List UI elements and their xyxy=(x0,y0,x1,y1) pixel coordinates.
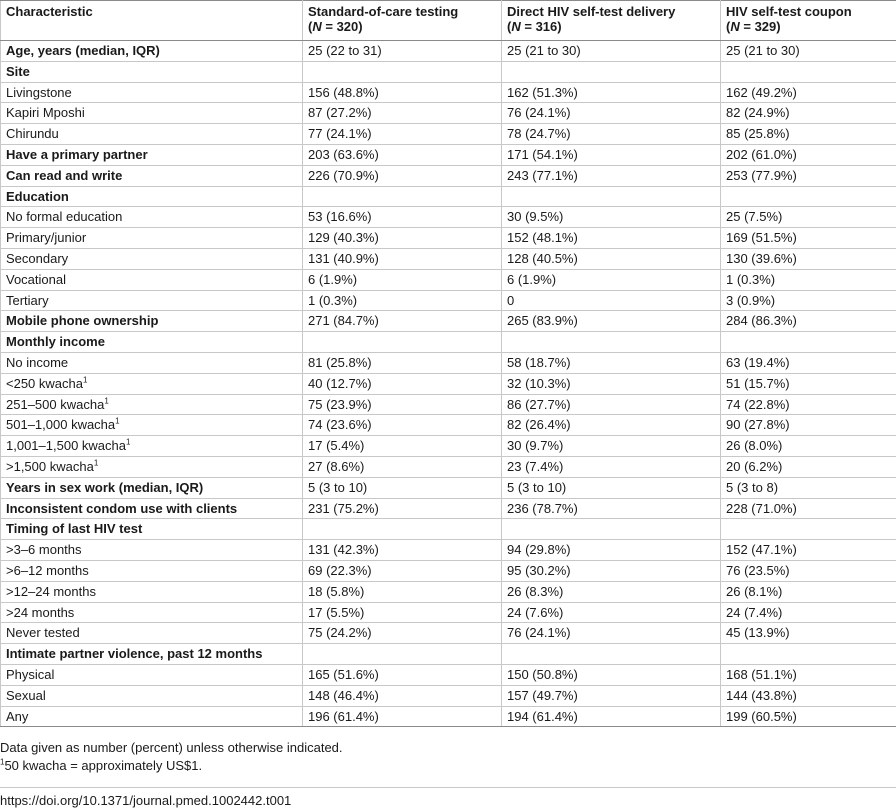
table-body xyxy=(1,41,896,727)
table-cell: 63 (19.4%) xyxy=(721,352,896,373)
row-label xyxy=(1,664,303,685)
table-cell: 196 (61.4%) xyxy=(303,706,502,727)
footnote-note: Data given as number (percent) unless otherwise indicated. xyxy=(0,739,896,757)
column-header-label: Standard-of-care testing xyxy=(308,4,458,19)
row-label xyxy=(1,373,303,394)
table-cell: 128 (40.5%) xyxy=(502,248,721,269)
table-cell: 243 (77.1%) xyxy=(502,165,721,186)
table-row xyxy=(1,664,896,685)
row-label xyxy=(1,644,303,665)
table-cell: 18 (5.8%) xyxy=(303,581,502,602)
row-label xyxy=(1,540,303,561)
table-cell: 226 (70.9%) xyxy=(303,165,502,186)
table-section-row xyxy=(1,477,896,498)
row-label xyxy=(1,144,303,165)
table-cell: 199 (60.5%) xyxy=(721,706,896,727)
footnote-ref: 1 xyxy=(126,438,130,447)
table-cell: 6 (1.9%) xyxy=(502,269,721,290)
table-row xyxy=(1,207,896,228)
table-cell: 284 (86.3%) xyxy=(721,311,896,332)
row-label xyxy=(1,581,303,602)
table-row xyxy=(1,540,896,561)
column-header-n: (N = 329) xyxy=(726,19,891,34)
table-cell: 85 (25.8%) xyxy=(721,124,896,145)
column-header-n: (N = 316) xyxy=(507,19,715,34)
table-cell: 58 (18.7%) xyxy=(502,352,721,373)
table-cell: 95 (30.2%) xyxy=(502,560,721,581)
table-cell: 152 (47.1%) xyxy=(721,540,896,561)
column-header-1 xyxy=(303,1,502,41)
table-row xyxy=(1,103,896,124)
table-cell xyxy=(303,519,502,540)
table-row xyxy=(1,373,896,394)
table-cell: 26 (8.3%) xyxy=(502,581,721,602)
row-label-text: Education xyxy=(6,189,69,204)
row-label xyxy=(1,560,303,581)
row-label-text: >12–24 months xyxy=(6,584,96,599)
doi-section xyxy=(0,787,896,808)
table-cell: 87 (27.2%) xyxy=(303,103,502,124)
row-label xyxy=(1,706,303,727)
table-cell: 76 (24.1%) xyxy=(502,623,721,644)
table-cell: 25 (21 to 30) xyxy=(502,41,721,62)
table-section-row xyxy=(1,144,896,165)
row-label-text: No income xyxy=(6,355,68,370)
table-cell: 82 (26.4%) xyxy=(502,415,721,436)
table-row xyxy=(1,706,896,727)
column-header-label: HIV self-test coupon xyxy=(726,4,852,19)
table-cell: 231 (75.2%) xyxy=(303,498,502,519)
row-label xyxy=(1,290,303,311)
table-cell: 20 (6.2%) xyxy=(721,456,896,477)
table-footnotes xyxy=(0,727,896,775)
row-label xyxy=(1,61,303,82)
table-cell: 25 (22 to 31) xyxy=(303,41,502,62)
column-header-2 xyxy=(502,1,721,41)
table-row xyxy=(1,415,896,436)
table-section-row xyxy=(1,165,896,186)
row-label-text: >24 months xyxy=(6,605,74,620)
table-cell: 162 (49.2%) xyxy=(721,82,896,103)
table-cell xyxy=(721,332,896,353)
table-cell: 25 (21 to 30) xyxy=(721,41,896,62)
table-cell: 131 (42.3%) xyxy=(303,540,502,561)
table-row xyxy=(1,560,896,581)
table-cell xyxy=(721,186,896,207)
row-label-text: Intimate partner violence, past 12 months xyxy=(6,646,262,661)
row-label xyxy=(1,165,303,186)
footnote-1 xyxy=(0,757,896,775)
row-label-text: Mobile phone ownership xyxy=(6,313,158,328)
row-label xyxy=(1,498,303,519)
row-label xyxy=(1,103,303,124)
table-cell: 1 (0.3%) xyxy=(303,290,502,311)
table-cell: 148 (46.4%) xyxy=(303,685,502,706)
table-cell: 5 (3 to 10) xyxy=(303,477,502,498)
table-section-row xyxy=(1,61,896,82)
table-row xyxy=(1,124,896,145)
table-cell xyxy=(721,644,896,665)
table-cell: 74 (22.8%) xyxy=(721,394,896,415)
column-header-n: (N = 320) xyxy=(308,19,496,34)
row-label xyxy=(1,477,303,498)
table-cell: 3 (0.9%) xyxy=(721,290,896,311)
table-section-row xyxy=(1,644,896,665)
table-section-row xyxy=(1,311,896,332)
table-cell: 45 (13.9%) xyxy=(721,623,896,644)
column-header-n-value: = 320) xyxy=(325,19,362,34)
table-cell: 26 (8.0%) xyxy=(721,436,896,457)
row-label-text: 501–1,000 kwacha xyxy=(6,417,115,432)
column-header-0 xyxy=(1,1,303,41)
table-cell: 129 (40.3%) xyxy=(303,228,502,249)
footnote-1-text: 50 kwacha = approximately US$1. xyxy=(4,758,202,773)
row-label-text: 1,001–1,500 kwacha xyxy=(6,438,126,453)
table-cell xyxy=(502,61,721,82)
row-label xyxy=(1,207,303,228)
table-cell: 165 (51.6%) xyxy=(303,664,502,685)
table-cell: 152 (48.1%) xyxy=(502,228,721,249)
row-label-text: >6–12 months xyxy=(6,563,89,578)
row-label xyxy=(1,394,303,415)
table-cell: 94 (29.8%) xyxy=(502,540,721,561)
table-cell: 76 (24.1%) xyxy=(502,103,721,124)
table-cell: 82 (24.9%) xyxy=(721,103,896,124)
table-section-row xyxy=(1,186,896,207)
table-cell: 162 (51.3%) xyxy=(502,82,721,103)
row-label-text: Years in sex work (median, IQR) xyxy=(6,480,203,495)
row-label-text: Monthly income xyxy=(6,334,105,349)
table-cell xyxy=(502,186,721,207)
row-label xyxy=(1,228,303,249)
table-cell: 27 (8.6%) xyxy=(303,456,502,477)
table-cell: 5 (3 to 8) xyxy=(721,477,896,498)
row-label-text: Livingstone xyxy=(6,85,72,100)
table-cell: 23 (7.4%) xyxy=(502,456,721,477)
table-cell: 130 (39.6%) xyxy=(721,248,896,269)
table-cell: 25 (7.5%) xyxy=(721,207,896,228)
table-row xyxy=(1,436,896,457)
table-cell: 1 (0.3%) xyxy=(721,269,896,290)
table-cell: 32 (10.3%) xyxy=(502,373,721,394)
row-label-text: Sexual xyxy=(6,688,46,703)
table-cell xyxy=(502,519,721,540)
table-cell: 24 (7.4%) xyxy=(721,602,896,623)
table-cell: 171 (54.1%) xyxy=(502,144,721,165)
row-label xyxy=(1,332,303,353)
table-cell: 81 (25.8%) xyxy=(303,352,502,373)
row-label-text: Chirundu xyxy=(6,126,59,141)
table-cell: 51 (15.7%) xyxy=(721,373,896,394)
table-cell: 77 (24.1%) xyxy=(303,124,502,145)
table-cell: 194 (61.4%) xyxy=(502,706,721,727)
footnote-marker: 1 xyxy=(0,758,4,767)
table-section-row xyxy=(1,41,896,62)
table-cell: 6 (1.9%) xyxy=(303,269,502,290)
row-label-text: >3–6 months xyxy=(6,542,82,557)
table-cell: 253 (77.9%) xyxy=(721,165,896,186)
footnote-ref: 1 xyxy=(83,375,87,384)
row-label-text: Tertiary xyxy=(6,293,49,308)
table-row xyxy=(1,290,896,311)
table-cell xyxy=(303,186,502,207)
row-label-text: Inconsistent condom use with clients xyxy=(6,501,237,516)
row-label xyxy=(1,436,303,457)
column-header-n-value: = 329) xyxy=(743,19,780,34)
row-label xyxy=(1,124,303,145)
table-cell: 202 (61.0%) xyxy=(721,144,896,165)
doi-link[interactable]: https://doi.org/10.1371/journal.pmed.1002442.t001 xyxy=(0,793,291,808)
row-label-text: Any xyxy=(6,709,28,724)
table-cell: 265 (83.9%) xyxy=(502,311,721,332)
table-cell: 30 (9.7%) xyxy=(502,436,721,457)
footnote-ref: 1 xyxy=(115,417,119,426)
table-cell xyxy=(502,332,721,353)
table-cell: 26 (8.1%) xyxy=(721,581,896,602)
table-row xyxy=(1,685,896,706)
footnote-ref: 1 xyxy=(104,396,108,405)
row-label-text: 251–500 kwacha xyxy=(6,397,104,412)
column-header-3 xyxy=(721,1,896,41)
table-row xyxy=(1,228,896,249)
table-row xyxy=(1,581,896,602)
row-label-text: Secondary xyxy=(6,251,68,266)
row-label xyxy=(1,456,303,477)
table-row xyxy=(1,456,896,477)
row-label xyxy=(1,415,303,436)
row-label xyxy=(1,311,303,332)
table-cell: 69 (22.3%) xyxy=(303,560,502,581)
table-cell: 228 (71.0%) xyxy=(721,498,896,519)
row-label xyxy=(1,248,303,269)
table-cell: 30 (9.5%) xyxy=(502,207,721,228)
row-label xyxy=(1,602,303,623)
table-row xyxy=(1,394,896,415)
table-cell xyxy=(721,61,896,82)
row-label xyxy=(1,519,303,540)
table-cell: 150 (50.8%) xyxy=(502,664,721,685)
table-cell: 75 (23.9%) xyxy=(303,394,502,415)
table-cell: 17 (5.5%) xyxy=(303,602,502,623)
table-cell: 53 (16.6%) xyxy=(303,207,502,228)
table-cell xyxy=(303,644,502,665)
table-cell: 131 (40.9%) xyxy=(303,248,502,269)
row-label-text: Site xyxy=(6,64,30,79)
table-cell: 24 (7.6%) xyxy=(502,602,721,623)
table-cell: 236 (78.7%) xyxy=(502,498,721,519)
row-label-text: Can read and write xyxy=(6,168,122,183)
table-row xyxy=(1,82,896,103)
column-header-n-value: = 316) xyxy=(524,19,561,34)
row-label xyxy=(1,82,303,103)
table-cell: 156 (48.8%) xyxy=(303,82,502,103)
table-cell xyxy=(502,644,721,665)
row-label xyxy=(1,623,303,644)
table-cell xyxy=(303,332,502,353)
table-cell: 75 (24.2%) xyxy=(303,623,502,644)
table-cell: 76 (23.5%) xyxy=(721,560,896,581)
column-header-label: Characteristic xyxy=(6,4,93,19)
table-cell: 78 (24.7%) xyxy=(502,124,721,145)
table-row xyxy=(1,352,896,373)
row-label-text: No formal education xyxy=(6,209,122,224)
table-cell: 90 (27.8%) xyxy=(721,415,896,436)
row-label-text: Age, years (median, IQR) xyxy=(6,43,160,58)
table-row xyxy=(1,248,896,269)
row-label xyxy=(1,41,303,62)
table-cell: 157 (49.7%) xyxy=(502,685,721,706)
table-cell: 168 (51.1%) xyxy=(721,664,896,685)
row-label-text: Kapiri Mposhi xyxy=(6,105,85,120)
row-label xyxy=(1,352,303,373)
table-cell: 0 xyxy=(502,290,721,311)
table-row xyxy=(1,623,896,644)
row-label xyxy=(1,269,303,290)
row-label-text: Physical xyxy=(6,667,54,682)
footnote-ref: 1 xyxy=(94,459,98,468)
row-label-text: >1,500 kwacha xyxy=(6,459,94,474)
column-header-label: Direct HIV self-test delivery xyxy=(507,4,675,19)
row-label-text: Never tested xyxy=(6,625,80,640)
table-cell: 203 (63.6%) xyxy=(303,144,502,165)
table-section-row xyxy=(1,498,896,519)
table-cell: 17 (5.4%) xyxy=(303,436,502,457)
table-cell xyxy=(721,519,896,540)
table-cell: 144 (43.8%) xyxy=(721,685,896,706)
row-label xyxy=(1,186,303,207)
table-cell: 169 (51.5%) xyxy=(721,228,896,249)
table-cell: 5 (3 to 10) xyxy=(502,477,721,498)
table-row xyxy=(1,602,896,623)
row-label-text: Timing of last HIV test xyxy=(6,521,142,536)
table-cell: 271 (84.7%) xyxy=(303,311,502,332)
table-header-row xyxy=(1,1,896,41)
table-section-row xyxy=(1,332,896,353)
row-label-text: Have a primary partner xyxy=(6,147,148,162)
table-cell xyxy=(303,61,502,82)
row-label-text: <250 kwacha xyxy=(6,376,83,391)
row-label xyxy=(1,685,303,706)
table-cell: 86 (27.7%) xyxy=(502,394,721,415)
row-label-text: Primary/junior xyxy=(6,230,86,245)
row-label-text: Vocational xyxy=(6,272,66,287)
table-cell: 74 (23.6%) xyxy=(303,415,502,436)
table-section-row xyxy=(1,519,896,540)
table-cell: 40 (12.7%) xyxy=(303,373,502,394)
table-row xyxy=(1,269,896,290)
